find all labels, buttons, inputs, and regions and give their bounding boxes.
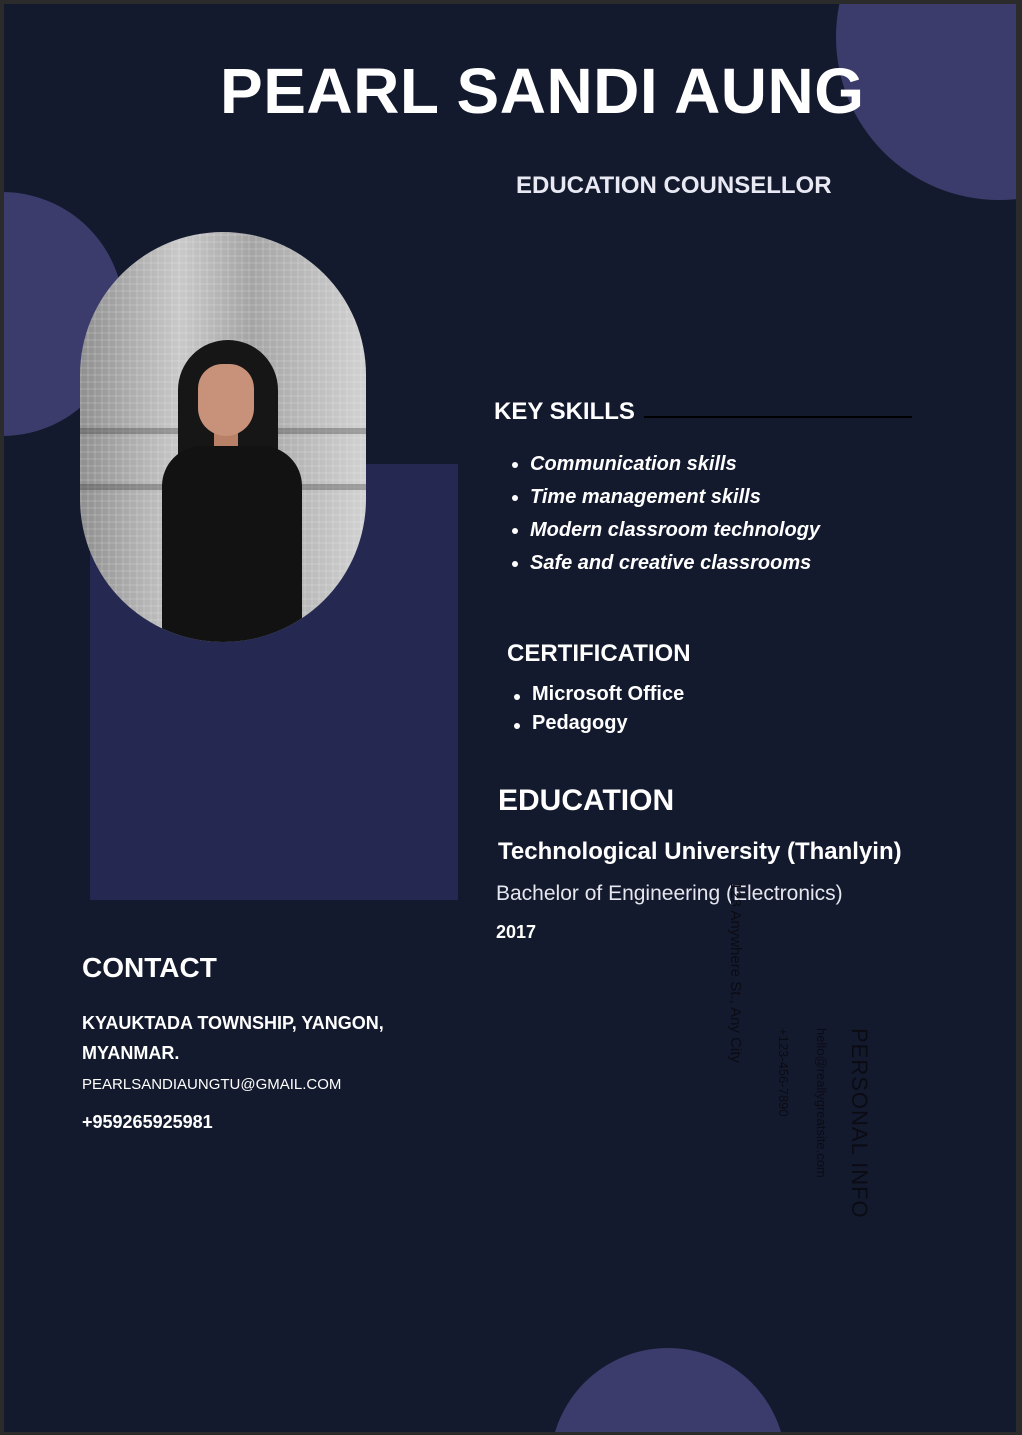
contact-address: KYAUKTADA TOWNSHIP, YANGON, MYANMAR. [82, 1013, 384, 1063]
personal-info-address: 123 Anywhere St., Any City [727, 882, 744, 1063]
certification-item: Microsoft Office [512, 680, 684, 709]
certification-item: Pedagogy [512, 709, 684, 738]
decorative-circle-bottom [550, 1348, 786, 1432]
contact-phone: +959265925981 [82, 1112, 213, 1132]
skill-item: Time management skills [510, 481, 820, 514]
key-skills-heading: KEY SKILLS [494, 398, 635, 425]
personal-info-heading: PERSONAL INFO [847, 1028, 872, 1219]
resume-page [4, 4, 1016, 1432]
contact-email: PEARLSANDIAUNGTU@GMAIL.COM [82, 1076, 342, 1093]
skill-item: Communication skills [510, 448, 820, 481]
photo-face [198, 364, 254, 436]
photo-body [162, 446, 302, 642]
education-school: Technological University (Thanlyin) [498, 838, 902, 865]
key-skills-list [510, 448, 820, 580]
job-title: EDUCATION COUNSELLOR [516, 172, 832, 199]
personal-info-email: hello@reallygreatsite.com [814, 1028, 829, 1178]
skill-item: Safe and creative classrooms [510, 547, 820, 580]
education-year: 2017 [496, 922, 537, 942]
contact-heading: CONTACT [82, 952, 217, 983]
key-skills-divider [644, 416, 912, 418]
personal-info-phone: +123-456-7890 [776, 1028, 791, 1117]
profile-photo [80, 232, 366, 642]
certification-heading: CERTIFICATION [507, 640, 691, 667]
candidate-name: PEARL SANDI AUNG [220, 55, 865, 127]
certification-list [512, 680, 684, 738]
skill-item: Modern classroom technology [510, 514, 820, 547]
education-degree: Bachelor of Engineering (Electronics) [496, 882, 843, 905]
education-heading: EDUCATION [498, 784, 675, 817]
